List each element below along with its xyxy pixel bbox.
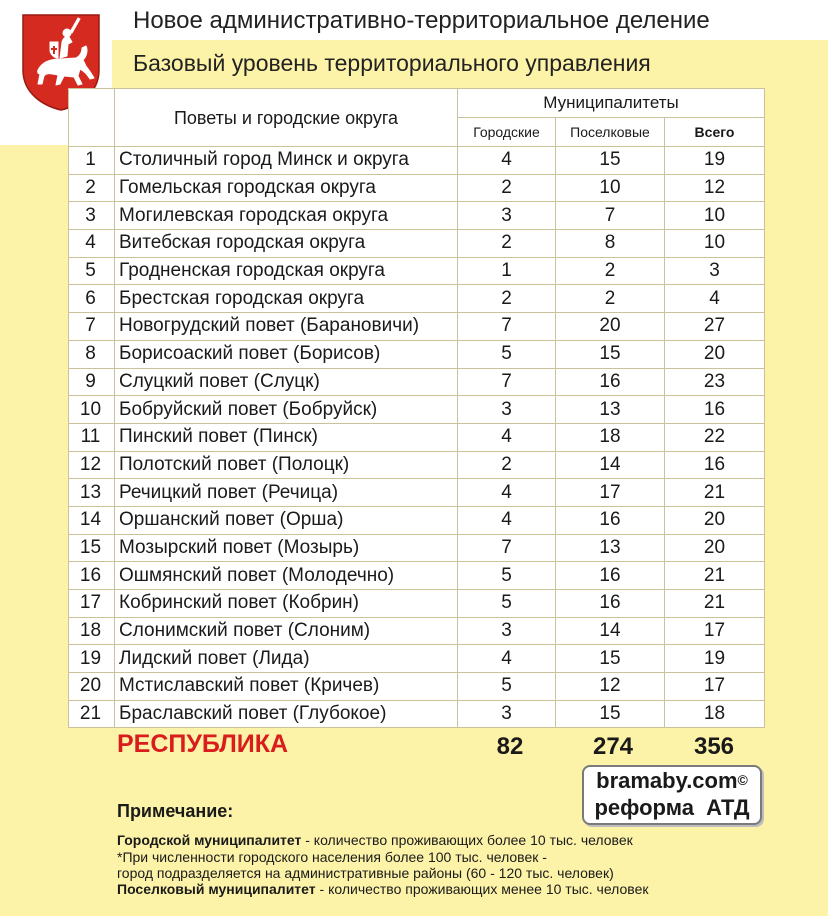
row-number: 9 bbox=[69, 368, 115, 396]
table-row bbox=[69, 147, 765, 175]
row-urban: 7 bbox=[458, 313, 556, 341]
row-settlement: 15 bbox=[556, 340, 665, 368]
row-number: 1 bbox=[69, 147, 115, 175]
table-row bbox=[69, 534, 765, 562]
row-urban: 5 bbox=[458, 590, 556, 618]
row-settlement: 10 bbox=[556, 174, 665, 202]
row-urban: 5 bbox=[458, 673, 556, 701]
row-settlement: 15 bbox=[556, 700, 665, 728]
row-total: 27 bbox=[665, 313, 765, 341]
row-total: 21 bbox=[665, 479, 765, 507]
row-urban: 2 bbox=[458, 230, 556, 258]
row-urban: 7 bbox=[458, 368, 556, 396]
table-row bbox=[69, 673, 765, 701]
row-name: Могилевская городская округа bbox=[115, 202, 458, 230]
table-row bbox=[69, 230, 765, 258]
summary-label: РЕСПУБЛИКА bbox=[117, 730, 289, 758]
row-number: 4 bbox=[69, 230, 115, 258]
row-urban: 2 bbox=[458, 174, 556, 202]
table-row bbox=[69, 562, 765, 590]
row-settlement: 13 bbox=[556, 396, 665, 424]
row-settlement: 16 bbox=[556, 506, 665, 534]
table-row bbox=[69, 257, 765, 285]
row-number: 21 bbox=[69, 700, 115, 728]
page-title: Новое административно-территориальное деление bbox=[133, 7, 710, 34]
row-total: 17 bbox=[665, 617, 765, 645]
row-settlement: 8 bbox=[556, 230, 665, 258]
row-urban: 3 bbox=[458, 700, 556, 728]
row-name: Слонимский повет (Слоним) bbox=[115, 617, 458, 645]
row-number: 16 bbox=[69, 562, 115, 590]
row-number: 5 bbox=[69, 257, 115, 285]
table-row bbox=[69, 645, 765, 673]
row-settlement: 14 bbox=[556, 451, 665, 479]
row-name: Борисоаский повет (Борисов) bbox=[115, 340, 458, 368]
row-urban: 2 bbox=[458, 285, 556, 313]
row-total: 4 bbox=[665, 285, 765, 313]
row-number: 18 bbox=[69, 617, 115, 645]
row-urban: 4 bbox=[458, 479, 556, 507]
row-name: Бобруйский повет (Бобруйск) bbox=[115, 396, 458, 424]
header-settlement: Поселковые bbox=[556, 118, 665, 147]
note-line-3: город подразделяется на административные районы (60 - 120 тыс. человек) bbox=[117, 865, 614, 881]
row-urban: 2 bbox=[458, 451, 556, 479]
credit-site: bramaby.com bbox=[596, 768, 738, 793]
row-name: Ошмянский повет (Молодечно) bbox=[115, 562, 458, 590]
row-total: 20 bbox=[665, 506, 765, 534]
note-line-2: *При численности городского населения более 100 тыс. человек - bbox=[117, 849, 547, 865]
note-settlement-text: - количество проживающих менее 10 тыс. человек bbox=[315, 881, 649, 897]
table-row bbox=[69, 506, 765, 534]
row-number: 17 bbox=[69, 590, 115, 618]
row-name: Речицкий повет (Речица) bbox=[115, 479, 458, 507]
row-settlement: 14 bbox=[556, 617, 665, 645]
row-number: 20 bbox=[69, 673, 115, 701]
note-line-4 bbox=[117, 881, 648, 897]
table-row bbox=[69, 313, 765, 341]
summary-settlement: 274 bbox=[592, 733, 634, 760]
summary-urban: 82 bbox=[496, 733, 524, 760]
row-settlement: 16 bbox=[556, 590, 665, 618]
row-name: Витебская городская округа bbox=[115, 230, 458, 258]
row-number: 10 bbox=[69, 396, 115, 424]
note-line-1 bbox=[117, 832, 633, 848]
row-name: Полотский повет (Полоцк) bbox=[115, 451, 458, 479]
row-number: 3 bbox=[69, 202, 115, 230]
row-urban: 3 bbox=[458, 202, 556, 230]
table-row bbox=[69, 396, 765, 424]
row-settlement: 12 bbox=[556, 673, 665, 701]
row-number: 15 bbox=[69, 534, 115, 562]
row-settlement: 17 bbox=[556, 479, 665, 507]
table-row bbox=[69, 479, 765, 507]
table-row bbox=[69, 285, 765, 313]
row-number: 11 bbox=[69, 423, 115, 451]
row-total: 19 bbox=[665, 645, 765, 673]
row-number: 8 bbox=[69, 340, 115, 368]
header-municipalities: Муниципалитеты bbox=[458, 89, 765, 118]
row-total: 19 bbox=[665, 147, 765, 175]
table-row bbox=[69, 174, 765, 202]
row-settlement: 13 bbox=[556, 534, 665, 562]
row-name: Пинский повет (Пинск) bbox=[115, 423, 458, 451]
table-row bbox=[69, 451, 765, 479]
row-total: 16 bbox=[665, 451, 765, 479]
note-urban-term: Городской муниципалитет bbox=[117, 832, 302, 848]
row-number: 19 bbox=[69, 645, 115, 673]
row-number: 7 bbox=[69, 313, 115, 341]
row-settlement: 16 bbox=[556, 368, 665, 396]
row-total: 20 bbox=[665, 534, 765, 562]
row-settlement: 20 bbox=[556, 313, 665, 341]
row-total: 17 bbox=[665, 673, 765, 701]
row-settlement: 16 bbox=[556, 562, 665, 590]
row-name: Лидский повет (Лида) bbox=[115, 645, 458, 673]
row-name: Гомельская городская округа bbox=[115, 174, 458, 202]
row-number: 13 bbox=[69, 479, 115, 507]
row-urban: 5 bbox=[458, 562, 556, 590]
header-total: Всего bbox=[665, 118, 765, 147]
row-name: Оршанский повет (Орша) bbox=[115, 506, 458, 534]
header-urban: Городские bbox=[458, 118, 556, 147]
credit-tagline: реформа АТД bbox=[594, 795, 750, 820]
copyright-mark: © bbox=[737, 772, 748, 788]
row-urban: 4 bbox=[458, 147, 556, 175]
row-urban: 4 bbox=[458, 423, 556, 451]
row-name: Браславский повет (Глубокое) bbox=[115, 700, 458, 728]
row-total: 16 bbox=[665, 396, 765, 424]
row-urban: 7 bbox=[458, 534, 556, 562]
row-urban: 5 bbox=[458, 340, 556, 368]
page-subtitle: Базовый уровень территориального управления bbox=[133, 50, 651, 76]
summary-total: 356 bbox=[693, 733, 735, 760]
row-name: Мозырский повет (Мозырь) bbox=[115, 534, 458, 562]
row-total: 18 bbox=[665, 700, 765, 728]
header-region: Поветы и городские округа bbox=[115, 89, 458, 147]
table-row bbox=[69, 700, 765, 728]
table-row bbox=[69, 368, 765, 396]
row-name: Новогрудский повет (Барановичи) bbox=[115, 313, 458, 341]
row-urban: 4 bbox=[458, 506, 556, 534]
row-total: 21 bbox=[665, 562, 765, 590]
row-settlement: 15 bbox=[556, 147, 665, 175]
row-total: 20 bbox=[665, 340, 765, 368]
table-row bbox=[69, 617, 765, 645]
row-total: 10 bbox=[665, 230, 765, 258]
credit-box bbox=[582, 765, 762, 825]
row-name: Гродненская городская округа bbox=[115, 257, 458, 285]
row-name: Кобринский повет (Кобрин) bbox=[115, 590, 458, 618]
row-urban: 1 bbox=[458, 257, 556, 285]
table-row bbox=[69, 202, 765, 230]
row-settlement: 2 bbox=[556, 257, 665, 285]
notes-title: Примечание: bbox=[117, 801, 234, 821]
row-settlement: 15 bbox=[556, 645, 665, 673]
row-urban: 3 bbox=[458, 617, 556, 645]
note-urban-text: - количество проживающих более 10 тыс. человек bbox=[301, 832, 633, 848]
row-urban: 3 bbox=[458, 396, 556, 424]
row-total: 3 bbox=[665, 257, 765, 285]
municipalities-table bbox=[68, 88, 765, 728]
header-number-cell bbox=[69, 89, 115, 147]
row-number: 14 bbox=[69, 506, 115, 534]
table-row bbox=[69, 590, 765, 618]
row-name: Столичный город Минск и округа bbox=[115, 147, 458, 175]
row-urban: 4 bbox=[458, 645, 556, 673]
row-name: Слуцкий повет (Слуцк) bbox=[115, 368, 458, 396]
row-name: Мстиславский повет (Кричев) bbox=[115, 673, 458, 701]
table-row bbox=[69, 423, 765, 451]
row-settlement: 18 bbox=[556, 423, 665, 451]
row-settlement: 7 bbox=[556, 202, 665, 230]
row-name: Брестская городская округа bbox=[115, 285, 458, 313]
row-total: 10 bbox=[665, 202, 765, 230]
row-settlement: 2 bbox=[556, 285, 665, 313]
row-total: 23 bbox=[665, 368, 765, 396]
note-settlement-term: Поселковый муниципалитет bbox=[117, 881, 316, 897]
table-row bbox=[69, 340, 765, 368]
row-total: 22 bbox=[665, 423, 765, 451]
row-total: 12 bbox=[665, 174, 765, 202]
row-total: 21 bbox=[665, 590, 765, 618]
row-number: 6 bbox=[69, 285, 115, 313]
row-number: 2 bbox=[69, 174, 115, 202]
table-header-row bbox=[69, 89, 765, 118]
row-number: 12 bbox=[69, 451, 115, 479]
